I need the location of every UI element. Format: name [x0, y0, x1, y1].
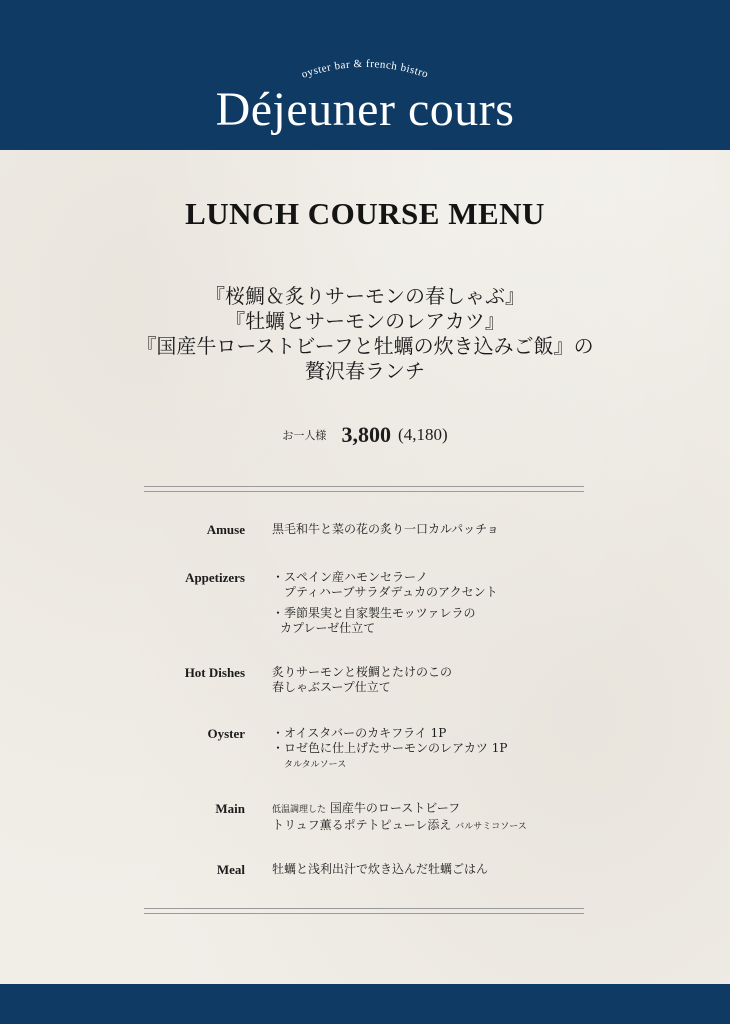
course-line: ・オイスタバーのカキフライ 1P — [272, 726, 447, 740]
course-line: 炙りサーモンと桜鯛とたけのこの — [272, 665, 453, 679]
course-label: Appetizers — [185, 570, 245, 585]
price-amount: 3,800 — [341, 422, 391, 447]
headline-line: 『牡蠣とサーモンのレアカツ』 — [225, 309, 505, 333]
headline-line: 『国産牛ローストビーフと牡蠣の炊き込みご飯』の — [136, 334, 594, 358]
course-line: カプレーゼ仕立て — [280, 621, 376, 635]
course-headline — [0, 284, 730, 384]
course-label: Meal — [216, 862, 245, 877]
course-line: プティハーブサラダデュカのアクセント — [284, 585, 498, 599]
svg-text:oyster bar & french bistro — [300, 58, 430, 81]
brand-subtitle-arc — [0, 44, 730, 84]
bottom-divider — [144, 908, 584, 914]
course-line: ・ロゼ色に仕上げたサーモンのレアカツ 1P — [272, 741, 508, 755]
course-line — [272, 801, 612, 818]
course-body — [272, 522, 612, 537]
course-label: Hot Dishes — [184, 665, 245, 680]
top-divider — [144, 486, 584, 492]
course-line — [272, 818, 612, 835]
course-line: 黒毛和牛と菜の花の炙り一口カルパッチョ — [272, 522, 499, 536]
course-line: ・スペイン産ハモンセラーノ — [272, 570, 428, 584]
headline-line: 『桜鯛＆炙りサーモンの春しゃぶ』 — [205, 284, 525, 308]
price-line — [0, 422, 730, 448]
course-body — [272, 801, 612, 835]
brand-subtitle: oyster bar & french bistro — [300, 57, 430, 81]
course-note: タルタルソース — [284, 760, 347, 770]
course-body — [272, 665, 612, 695]
course-note: バルサミコソース — [455, 822, 527, 832]
course-line-text: トリュフ薫るポテトピューレ添え — [272, 818, 452, 832]
header-banner — [0, 0, 730, 150]
course-line-text: 国産牛のローストビーフ — [329, 801, 461, 815]
course-line: 牡蠣と浅利出汁で炊き込んだ牡蠣ごはん — [272, 862, 489, 876]
course-line: ・季節果実と自家製生モッツァレラの — [272, 606, 476, 620]
course-body — [272, 570, 612, 636]
course-body — [272, 862, 612, 877]
brand-logo: Déjeuner cours — [215, 83, 515, 136]
course-label: Amuse — [206, 522, 245, 537]
menu-title: LUNCH COURSE MENU — [185, 196, 545, 231]
course-label: Oyster — [207, 726, 245, 741]
course-note: 低温調理した — [272, 805, 327, 815]
price-with-tax: (4,180) — [398, 425, 448, 444]
course-line: 春しゃぶスープ仕立て — [272, 680, 391, 694]
price-per-person: お一人様 — [282, 429, 327, 442]
course-label: Main — [215, 801, 245, 816]
footer-banner — [0, 984, 730, 1024]
course-body — [272, 726, 612, 773]
headline-line: 贅沢春ランチ — [305, 359, 425, 383]
